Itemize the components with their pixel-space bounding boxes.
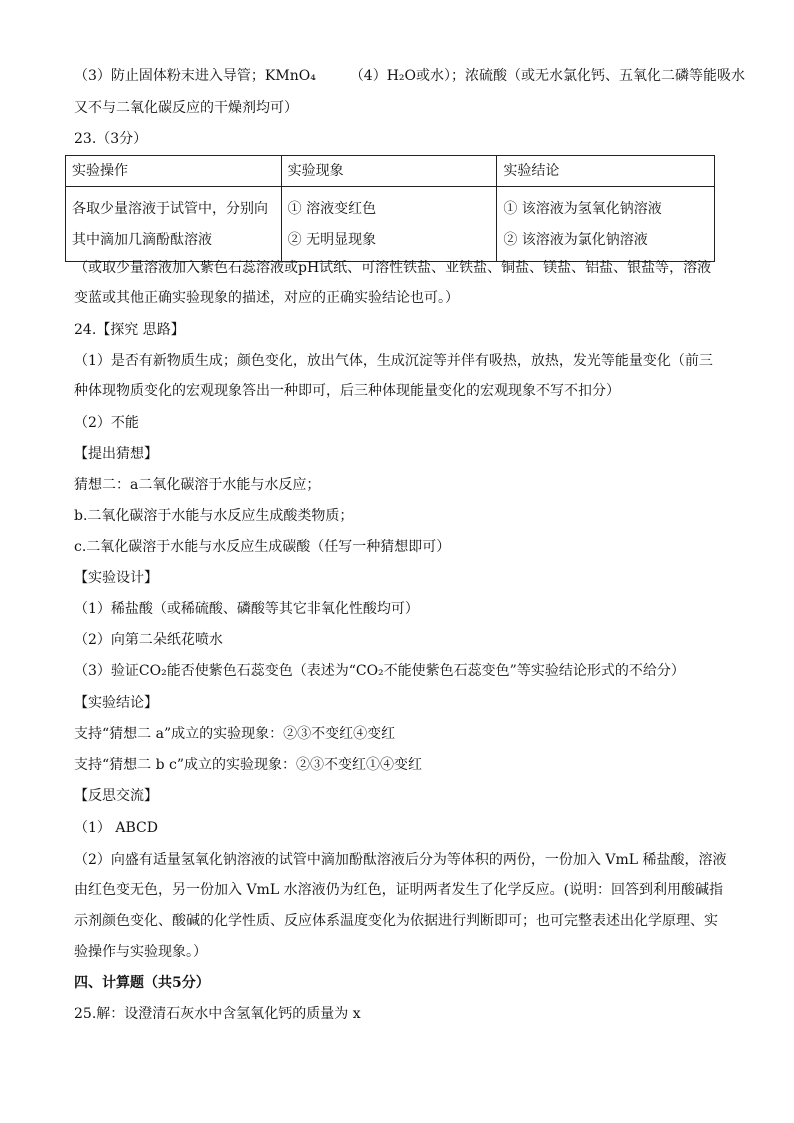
idea-1-line-1: （1）是否有新物质生成；颜色变化，放出气体，生成沉淀等并伴有吸热，放热，发光等能量变化（前三 [74,353,713,369]
section-4-heading: 四、计算题（共5分） [74,975,210,991]
design-2: （2）向第二朵纸花喷水 [74,632,223,648]
idea-1-line-2: 种体现物质变化的宏观现象答出一种即可，后三种体现能量变化的宏观现象不写不扣分） [74,383,620,399]
phenomenon-2: ② 无明显现象 [287,231,377,248]
design-3: （3）验证CO₂能否使紫色石蕊变色（表述为“CO₂不能使紫色石蕊变色”等实验结论形式的不给分） [74,663,685,679]
cell-conclusion [497,187,715,262]
hypothesis-a: 猜想二：a二氧化碳溶于水能与水反应； [74,477,321,493]
table-note-2: 变蓝或其他正确实验现象的描述，对应的正确实验结论也可。） [74,290,459,306]
hypothesis-c: c.二氧化碳溶于水能与水反应生成碳酸（任写一种猜想即可） [74,539,451,555]
section-hypothesis: 【提出猜想】 [74,446,158,462]
reflection-2-line-2: 由红色变无色，另一份加入 VmL 水溶液仍为红色，证明两者发生了化学反应。(说明：回答到利用酸碱指 [74,882,724,898]
section-design: 【实验设计】 [74,570,158,586]
answer-line-4-cont: 又不与二氧化碳反应的干燥剂均可） [74,100,298,116]
conclusion-1: ① 该溶液为氢氧化钠溶液 [503,200,662,217]
question-25-line: 25.解：设澄清石灰水中含氢氧化钙的质量为 x [74,1006,361,1022]
table-header-row [66,156,715,187]
reflection-2-line-4: 验操作与实验现象。） [74,944,207,960]
answer-3-text: （3）防止固体粉末进入导管；KMnO₄ [74,68,316,84]
design-1: （1）稀盐酸（或稀硫酸、磷酸等其它非氧化性酸均可） [74,601,419,617]
experiment-table [65,155,715,262]
table-note-1: （或取少量溶液加入紫色石蕊溶液或pH试纸、可溶性铁盐、亚铁盐、铜盐、镁盐、铝盐、银盐等，溶液 [74,260,712,276]
answer-line-3 [74,66,745,86]
hypothesis-b: b.二氧化碳溶于水能与水反应生成酸类物质； [74,508,354,524]
phenomenon-1: ① 溶液变红色 [287,200,377,217]
header-conclusion: 实验结论 [497,156,715,187]
question-24-heading: 24.【探究 思路】 [74,322,185,338]
reflection-2-line-1: （2）向盛有适量氢氧化钠溶液的试管中滴加酚酞溶液后分为等体积的两份，一份加入 VmL 稀盐酸，溶液 [74,852,727,868]
header-operation: 实验操作 [66,156,282,187]
question-23-heading: 23.（3分） [74,131,148,147]
conclusion-bc: 支持“猜想二 b c”成立的实验现象：②③不变红①④变红 [74,757,423,773]
conclusion-2: ② 该溶液为氯化钠溶液 [503,231,648,248]
cell-operation [66,187,282,262]
header-phenomenon: 实验现象 [281,156,497,187]
answer-4-text: （4）H₂O或水）；浓硫酸（或无水氯化钙、五氧化二磷等能吸水 [349,68,746,84]
reflection-2-line-3: 示剂颜色变化、酸碱的化学性质、反应体系温度变化为依据进行判断即可；也可完整表述出化学原理、实 [74,913,718,929]
operation-line-1: 各取少量溶液于试管中，分别向 [72,200,268,217]
section-conclusion: 【实验结论】 [74,695,158,711]
idea-2: （2）不能 [74,415,139,431]
reflection-1: （1） ABCD [74,820,158,836]
table-row [66,187,715,262]
operation-line-2: 其中滴加几滴酚酞溶液 [72,231,212,248]
cell-phenomenon [281,187,497,262]
conclusion-a: 支持“猜想二 a”成立的实验现象：②③不变红④变红 [74,726,396,742]
section-reflection: 【反思交流】 [74,788,158,804]
